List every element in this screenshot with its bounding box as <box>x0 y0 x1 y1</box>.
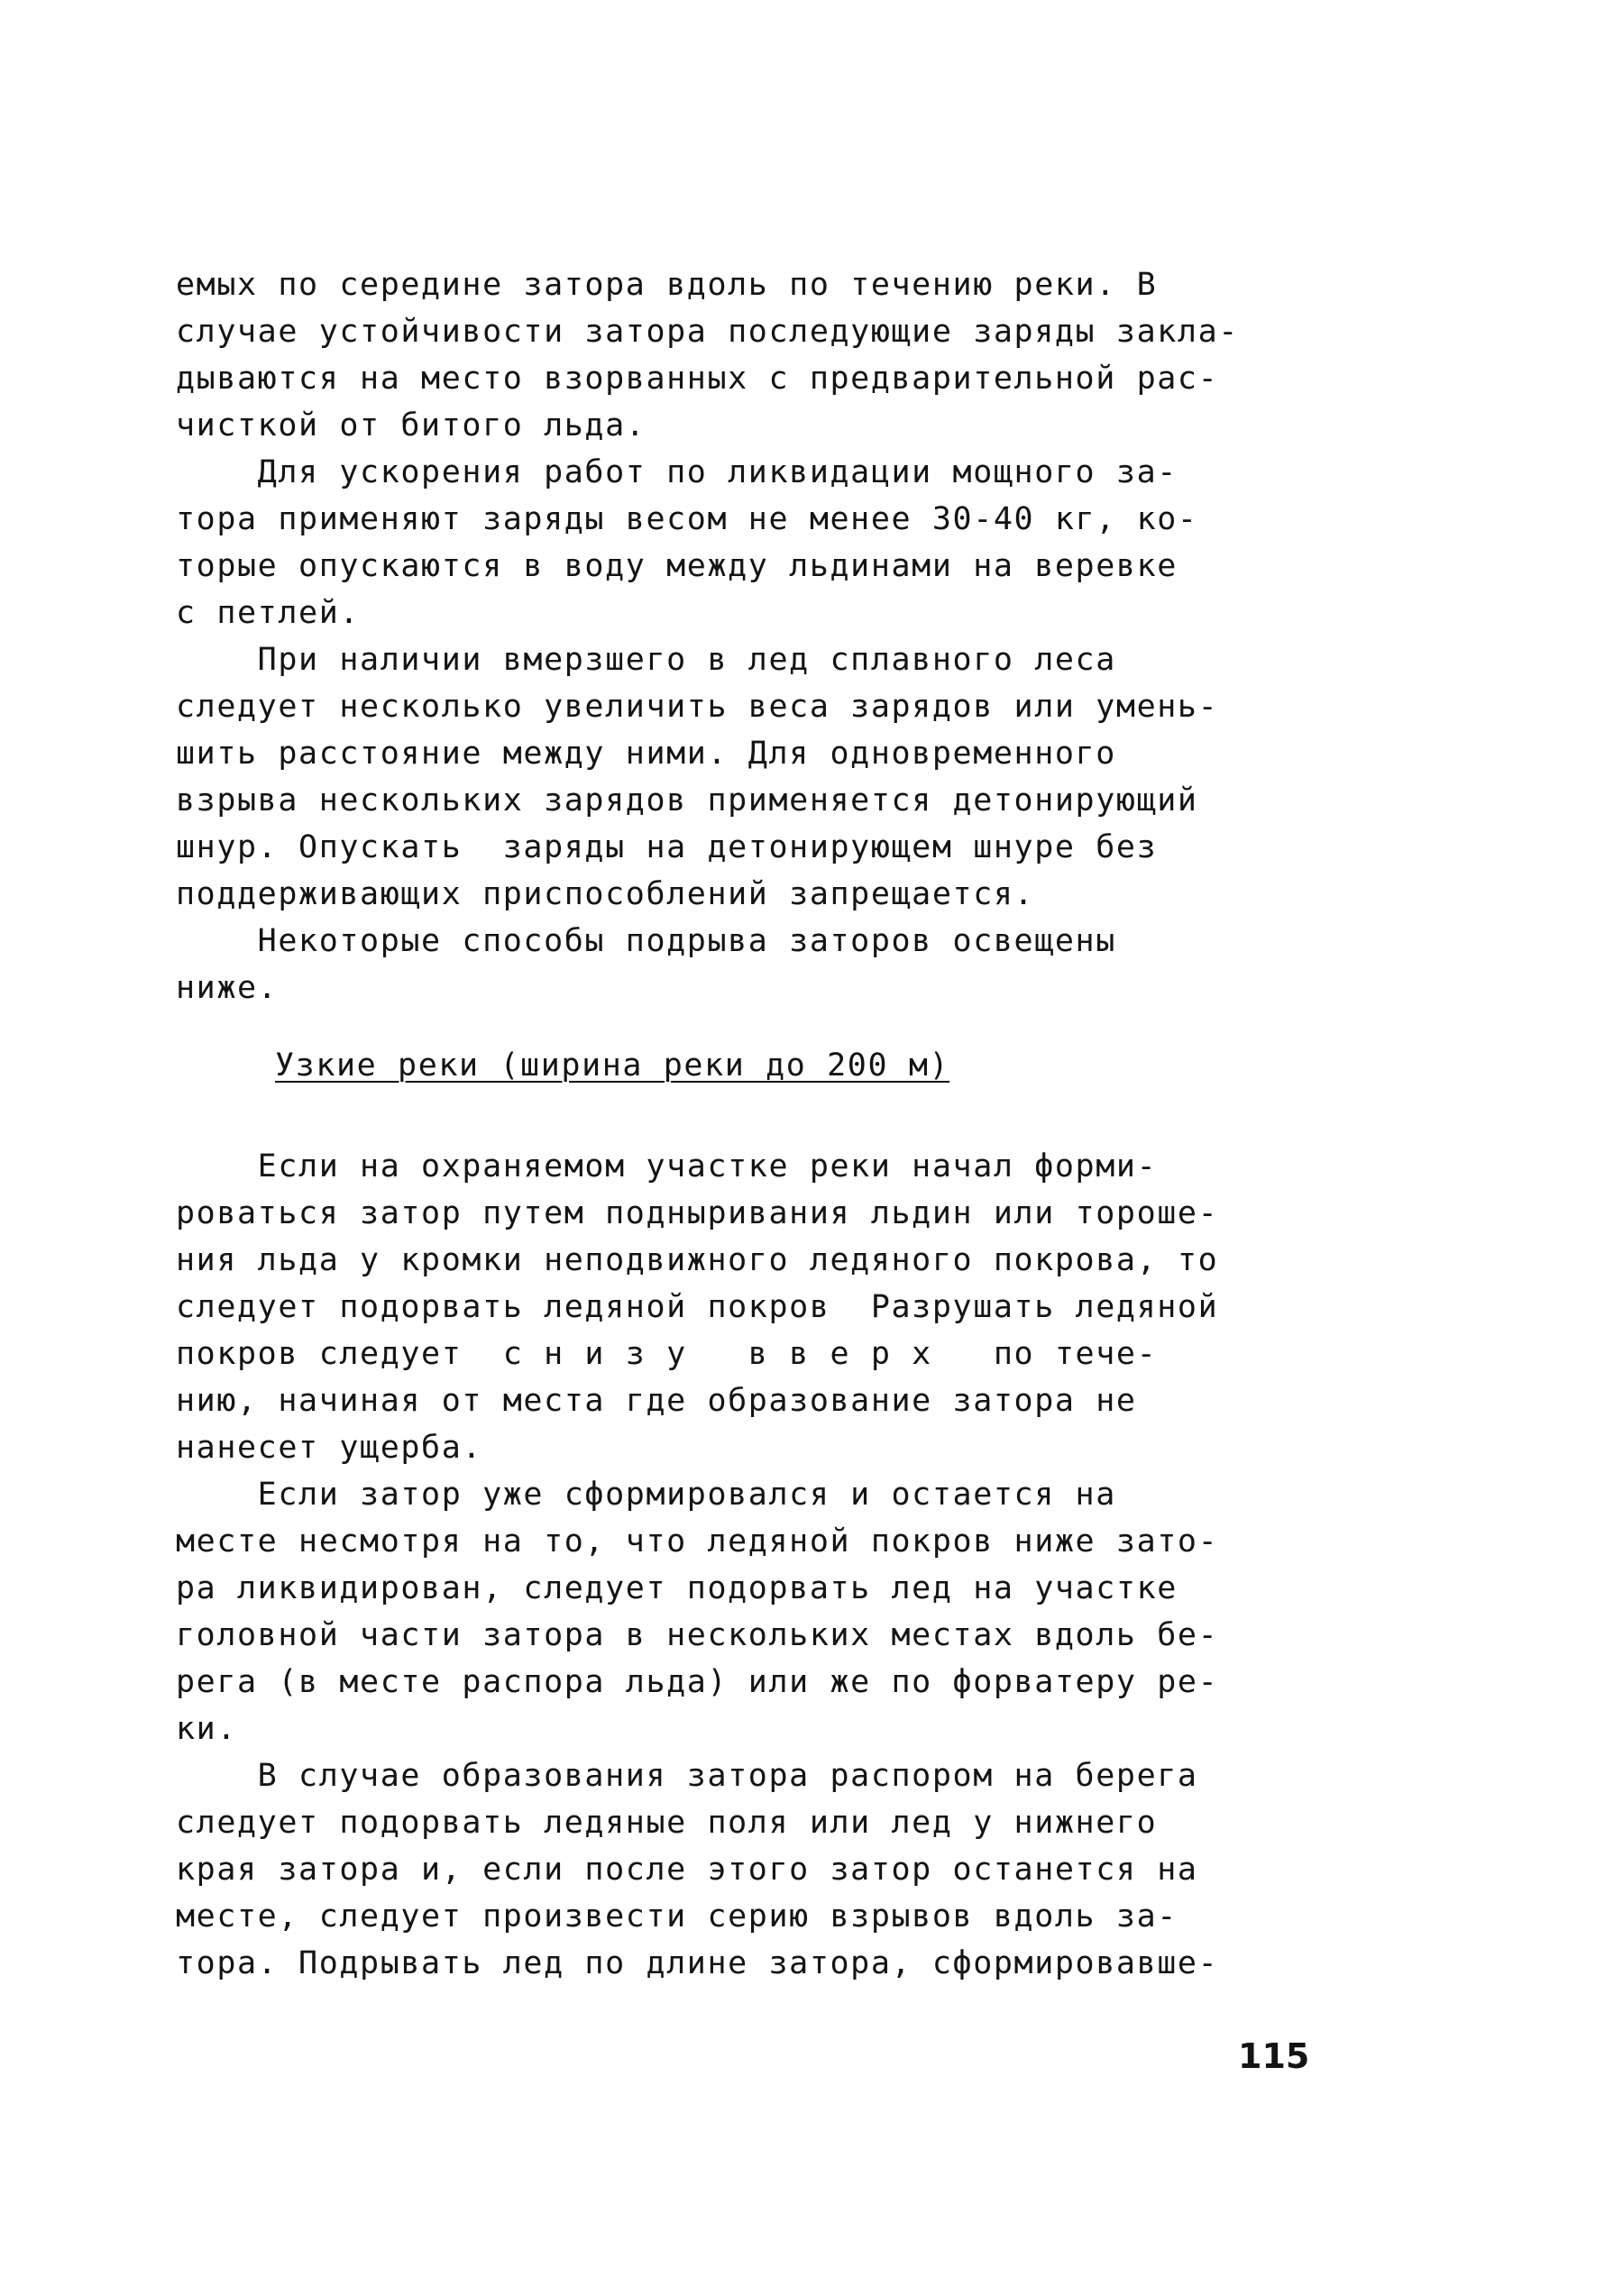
paragraph-2 <box>176 449 1348 636</box>
text-line: ния льда у кромки неподвижного ледяного покрова, то <box>176 1242 1219 1278</box>
text-line: взрыва нескольких зарядов применяется детонирующий <box>176 782 1198 819</box>
text-line: поддерживающих приспособлений запрещается. <box>176 876 1035 912</box>
text-line: емых по середине затора вдоль по течению реки. В <box>176 267 1158 303</box>
text-line: ниже. <box>176 970 279 1006</box>
text-line: месте, следует произвести серию взрывов вдоль за- <box>176 1898 1178 1935</box>
text-line: Если на охраняемом участке реки начал форми- <box>176 1148 1158 1185</box>
text-line: месте несмотря на то, что ледяной покров ниже зато- <box>176 1523 1219 1560</box>
text-line: нию, начиная от места где образование затора не <box>176 1383 1137 1419</box>
text-line: Если затор уже сформировался и остается на <box>176 1477 1116 1513</box>
text-line: края затора и, если после этого затор останется на <box>176 1852 1198 1888</box>
text-line: следует несколько увеличить веса зарядов или умень- <box>176 689 1219 725</box>
text-line: с петлей. <box>176 595 361 631</box>
text-line: Для ускорения работ по ликвидации мощного за- <box>176 454 1178 490</box>
paragraph-3 <box>176 636 1348 918</box>
text-line: торые опускаются в воду между льдинами на веревке <box>176 548 1178 584</box>
text-line: ки. <box>176 1711 238 1747</box>
text-line: ра ликвидирован, следует подорвать лед на участке <box>176 1570 1178 1606</box>
text-line: покров следует с н и з у в в е р х по тече- <box>176 1336 1158 1372</box>
text-line: головной части затора в нескольких местах вдоль бе- <box>176 1617 1219 1653</box>
paragraph-1 <box>176 261 1348 449</box>
text-line: шнур. Опускать заряды на детонирующем шнуре без <box>176 829 1158 865</box>
paragraph-6 <box>176 1471 1348 1752</box>
text-line: следует подорвать ледяной покров Разрушать ледяной <box>176 1289 1219 1325</box>
text-line: чисткой от битого льда. <box>176 407 647 444</box>
paragraph-4 <box>176 918 1348 1011</box>
paragraph-5 <box>176 1143 1348 1471</box>
page-number: 115 <box>1238 2036 1310 2076</box>
text-line: При наличии вмерзшего в лед сплавного леса <box>176 642 1116 678</box>
text-line: следует подорвать ледяные поля или лед у нижнего <box>176 1805 1158 1841</box>
text-line: тора применяют заряды весом не менее 30-40 кг, ко- <box>176 501 1198 537</box>
text-line: нанесет ущерба. <box>176 1430 483 1466</box>
text-line: дываются на место взорванных с предварительной рас- <box>176 361 1219 397</box>
text-line: тора. Подрывать лед по длине затора, сформировавше- <box>176 1945 1219 1981</box>
text-line: шить расстояние между ними. Для одновременного <box>176 736 1116 772</box>
text-line: Некоторые способы подрыва заторов освещены <box>176 923 1116 959</box>
text-line: роваться затор путем подныривания льдин или тороше- <box>176 1195 1219 1231</box>
section-heading: Узкие реки (ширина реки до 200 м) <box>275 1047 950 1084</box>
paragraph-7 <box>176 1752 1348 1987</box>
text-line: В случае образования затора распором на берега <box>176 1758 1198 1794</box>
text-line: рега (в месте распора льда) или же по форватеру ре- <box>176 1664 1219 1700</box>
text-line: случае устойчивости затора последующие заряды закла- <box>176 314 1239 350</box>
